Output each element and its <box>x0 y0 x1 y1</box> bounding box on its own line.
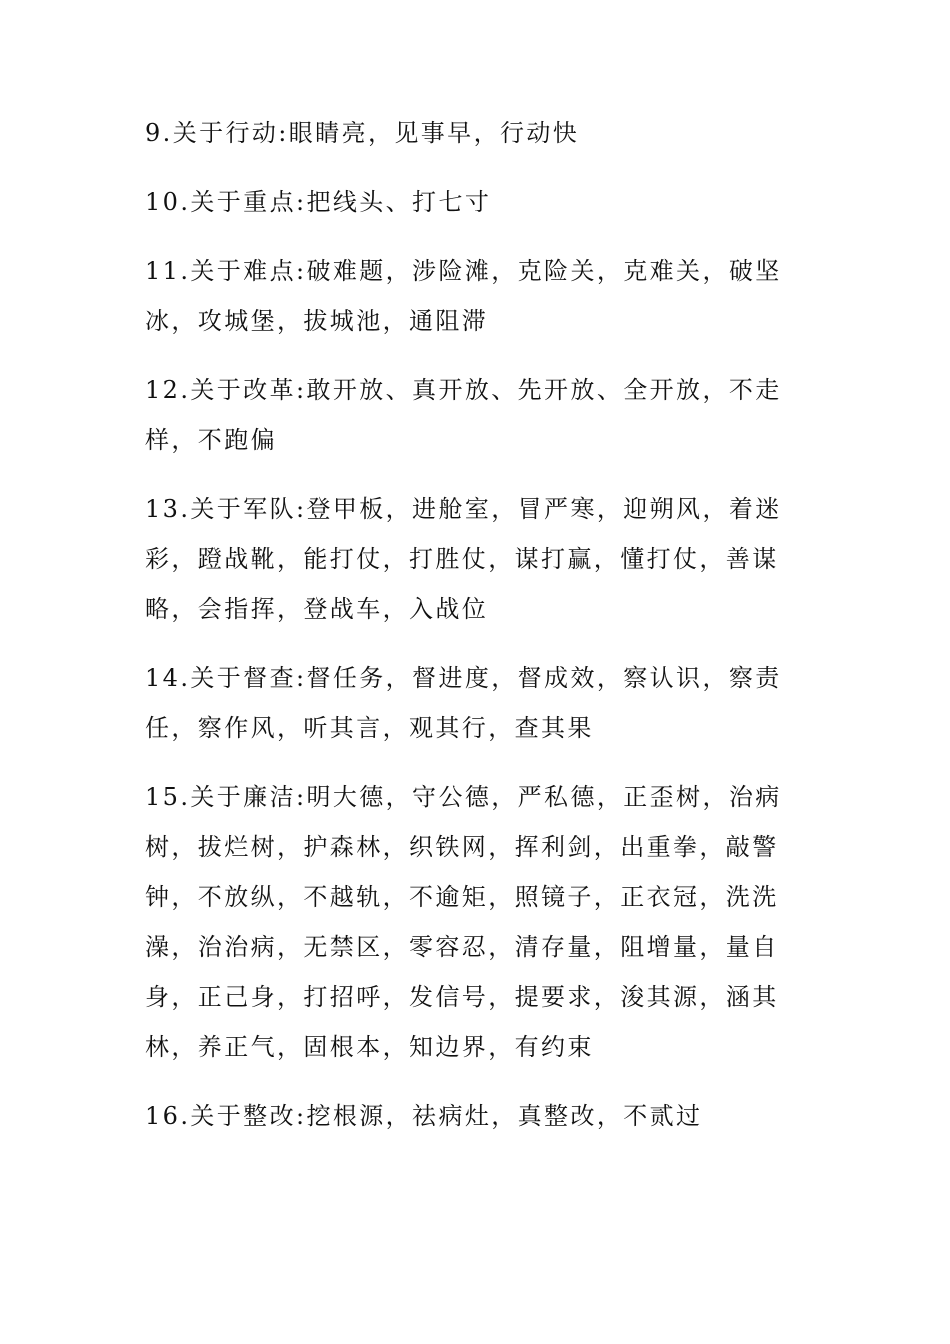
paragraph-item-11: 11.关于难点:破难题，涉险滩，克险关，克难关，破坚冰，攻城堡，拔城池，通阻滞 <box>145 257 782 335</box>
paragraph-item-12: 12.关于改革:敢开放、真开放、先开放、全开放，不走样，不跑偏 <box>145 376 782 454</box>
paragraph-item-10: 10.关于重点:把线头、打七寸 <box>145 188 492 216</box>
paragraph-item-15: 15.关于廉洁:明大德，守公德，严私德，正歪树，治病树，拔烂树，护森林，织铁网，挥利剑，出重拳，敲警钟，不放纵，不越轨，不逾矩，照镜子，正衣冠，洗洗澡，治治病，无禁区，零容忍，清存量，阻增量，量自身，正己身，打招呼，发信号，提要求，浚其源，涵其林，养正气，固根本，知边界，有约束 <box>145 783 782 1061</box>
paragraph-item-13: 13.关于军队:登甲板，进舱室，冒严寒，迎朔风，着迷彩，蹬战靴，能打仗，打胜仗，谋打赢，懂打仗，善谋略，会指挥，登战车，入战位 <box>145 495 782 623</box>
paragraph-item-16: 16.关于整改:挖根源，祛病灶，真整改，不贰过 <box>145 1102 703 1130</box>
paragraph-item-14: 14.关于督查:督任务，督进度，督成效，察认识，察责任，察作风，听其言，观其行，查其果 <box>145 664 782 742</box>
paragraph-item-9: 9.关于行动:眼睛亮，见事早，行动快 <box>145 119 580 147</box>
document-body <box>145 108 810 1160</box>
